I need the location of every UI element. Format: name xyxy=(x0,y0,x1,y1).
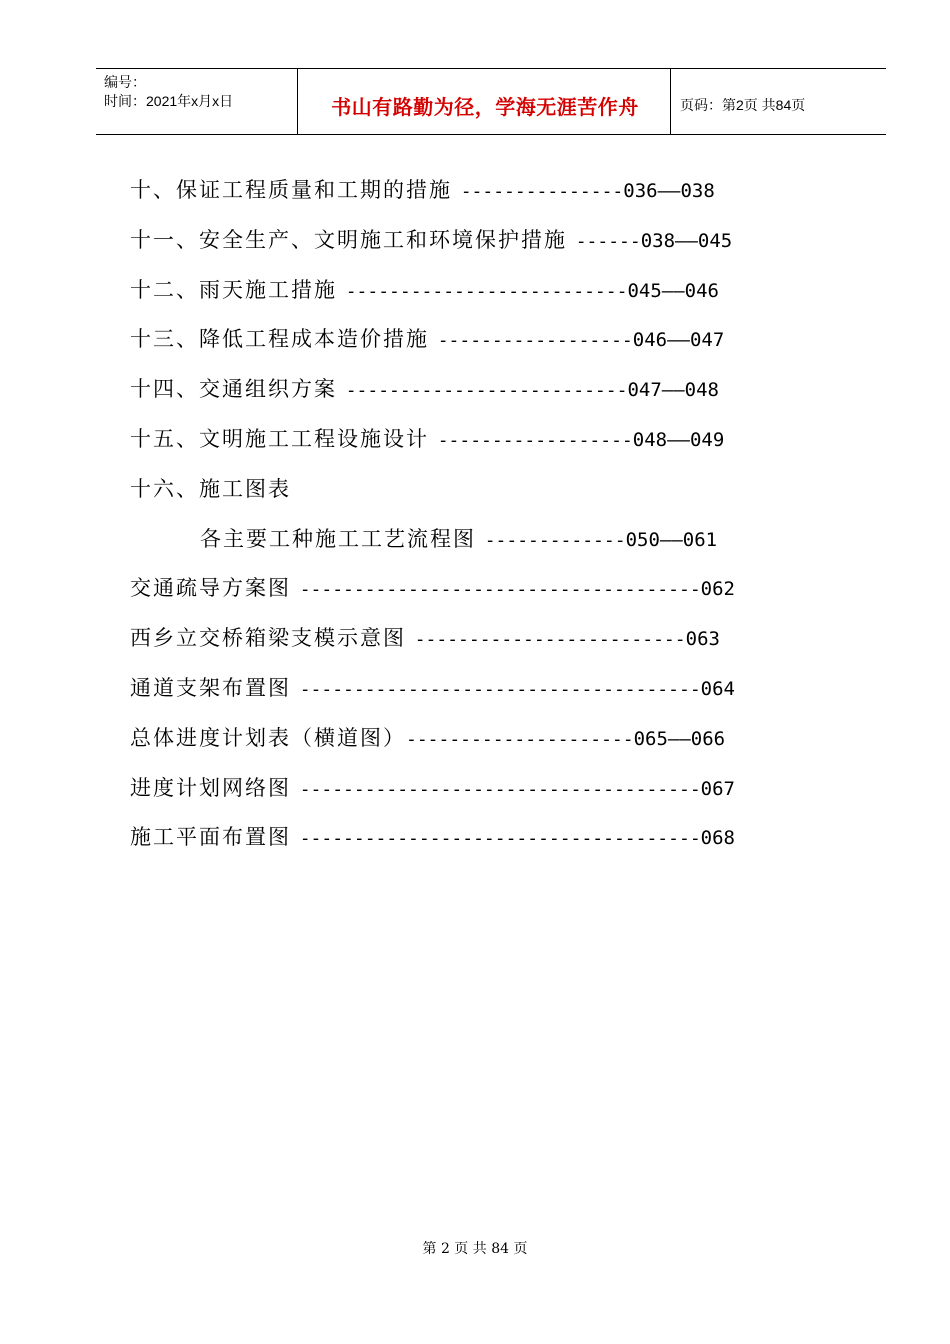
toc-entry xyxy=(130,723,790,773)
toc-entry-leader: ------------- xyxy=(484,529,626,551)
header-meta xyxy=(104,73,233,111)
toc-entry-title: 各主要工种施工工艺流程图 xyxy=(200,526,485,551)
toc-entry xyxy=(130,573,790,623)
toc-entry-pages: 047——048 xyxy=(627,379,719,402)
toc-entry-pages: 048——049 xyxy=(632,428,725,451)
toc-entry-pages: 038——045 xyxy=(640,229,733,252)
toc-entry xyxy=(130,673,790,723)
toc-entry-pages: 062 xyxy=(700,578,735,601)
toc-entry xyxy=(130,374,790,424)
header-divider-left xyxy=(297,69,298,135)
toc-entry-pages: 036——038 xyxy=(623,180,715,202)
toc-entry-title: 进度计划网络图 xyxy=(130,775,300,800)
toc-entry xyxy=(130,275,790,325)
header-page-info: 页码：第2页 共84页 xyxy=(680,97,806,113)
toc-entry xyxy=(130,175,790,225)
toc-entry xyxy=(130,424,790,474)
toc-entry-pages: 065——066 xyxy=(633,727,726,750)
page-header xyxy=(96,68,886,135)
toc-entry-leader: ------ xyxy=(575,230,641,252)
table-of-contents xyxy=(130,175,790,872)
toc-entry xyxy=(130,623,790,673)
toc-entry-leader: ------------------ xyxy=(437,330,633,352)
toc-entry xyxy=(130,324,790,374)
toc-entry-leader: ------------------------- xyxy=(414,629,686,651)
toc-entry-title: 十二、雨天施工措施 xyxy=(130,277,346,302)
toc-entry-leader: ------------------ xyxy=(437,429,633,451)
toc-entry-pages: 067 xyxy=(700,777,735,800)
toc-entry-pages: 050——061 xyxy=(625,528,718,551)
toc-entry-title: 十一、安全生产、文明施工和环境保护措施 xyxy=(130,227,576,252)
header-divider-right xyxy=(670,69,671,135)
toc-entry-leader: -------------------------- xyxy=(345,280,628,302)
toc-entry-title: 施工平面布置图 xyxy=(130,825,300,850)
toc-entry-title: 总体进度计划表（横道图） xyxy=(130,725,406,750)
toc-entry-pages: 063 xyxy=(685,628,720,651)
toc-entry-leader: ------------------------------------- xyxy=(299,828,701,850)
toc-entry-title: 交通疏导方案图 xyxy=(130,576,300,601)
toc-entry-leader: -------------------------- xyxy=(345,380,628,402)
toc-entry xyxy=(130,474,790,524)
toc-entry-leader: --------------------- xyxy=(406,728,634,750)
toc-entry-leader: --------------- xyxy=(460,181,624,202)
toc-entry-leader: ------------------------------------- xyxy=(299,778,701,800)
toc-entry-title: 十五、文明施工工程设施设计 xyxy=(130,426,438,451)
header-time-label: 时间：2021年x月x日 xyxy=(104,93,234,109)
header-number-label: 编号： xyxy=(104,74,146,90)
toc-entry-pages: 068 xyxy=(700,827,735,850)
toc-entry-leader: ------------------------------------- xyxy=(299,579,701,601)
toc-entry xyxy=(130,822,790,872)
toc-entry-title: 十三、降低工程成本造价措施 xyxy=(130,327,438,352)
toc-entry-leader: ------------------------------------- xyxy=(299,678,701,700)
toc-entry xyxy=(130,524,790,574)
toc-entry-pages: 064 xyxy=(700,677,735,700)
toc-entry-title: 西乡立交桥箱梁支模示意图 xyxy=(130,626,415,651)
toc-entry xyxy=(130,225,790,275)
toc-entry xyxy=(130,773,790,823)
page-footer: 第 2 页 共 84 页 xyxy=(422,1241,528,1257)
header-motto: 书山有路勤为径，学海无涯苦作舟 xyxy=(331,95,639,119)
toc-entry-pages: 046——047 xyxy=(632,329,725,352)
toc-entry-title: 通道支架布置图 xyxy=(130,675,300,700)
toc-entry-title: 十六、施工图表 xyxy=(130,476,291,501)
toc-entry-title: 十、保证工程质量和工期的措施 xyxy=(130,178,461,202)
toc-entry-title: 十四、交通组织方案 xyxy=(130,377,346,402)
toc-entry-pages: 045——046 xyxy=(627,279,719,302)
